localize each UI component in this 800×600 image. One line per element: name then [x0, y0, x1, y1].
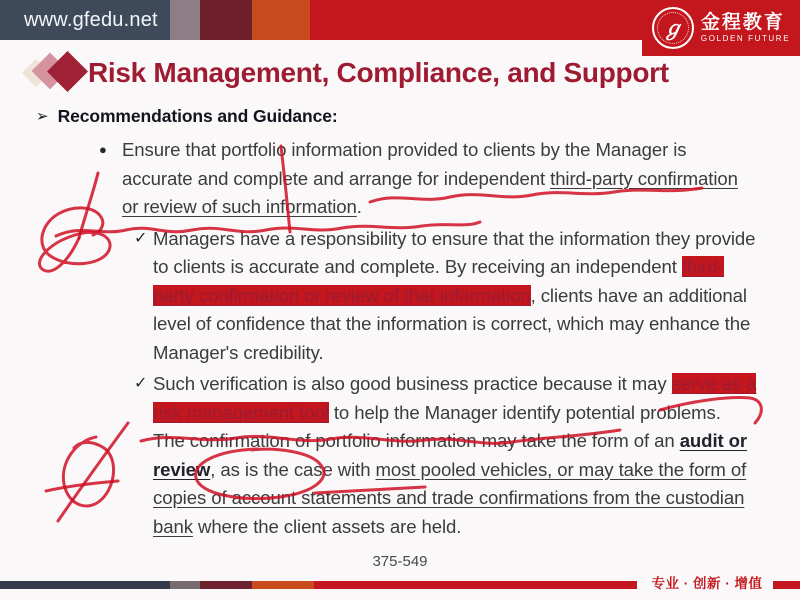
- logo-name-en: GOLDEN FUTURE: [700, 34, 791, 43]
- check-marker: ✓: [134, 375, 148, 392]
- text-segment: third-party confirmation or review of such information: [122, 167, 738, 217]
- text-segment: third-party confirmation or review of that information: [153, 256, 724, 306]
- title-row: [22, 50, 790, 96]
- text-segment: to help the Manager identify potential problems. The confirmation of portfolio information may take the form of an: [153, 401, 721, 451]
- page-number: 375-549: [372, 553, 428, 570]
- diamond-bullet-icon: [22, 51, 88, 95]
- topbar-slate-segment: [0, 0, 170, 40]
- topbar-gray-segment: [170, 0, 200, 40]
- topbar-orange-segment: [252, 0, 310, 40]
- text-segment: Such verification is also good business practice because it may: [153, 373, 672, 394]
- paragraph-text: [122, 136, 742, 222]
- paragraph: [0, 136, 800, 222]
- text-segment: audit or review: [153, 430, 748, 480]
- site-url: www.gfedu.net: [24, 8, 158, 31]
- text-segment: most pooled vehicles, or may take the form of copies of account statements and trade confirmations from the custodian bank: [153, 458, 747, 537]
- arrow-bullet-icon: ➢: [36, 108, 49, 125]
- slide-body: [0, 136, 800, 544]
- text-segment: Managers have a responsibility to ensure that the information they provide to clients is accurate and complete. By receiving an independent: [153, 227, 756, 277]
- paragraph-text: [153, 225, 757, 368]
- text-segment: .: [356, 196, 362, 217]
- logo-text: [701, 12, 790, 44]
- brand-logo: [642, 0, 800, 56]
- topbar-maroon-segment: [200, 0, 252, 40]
- text-segment: where the client assets are held.: [192, 515, 462, 537]
- footer-motto-dash: [773, 581, 800, 589]
- text-segment: , clients have an additional level of confidence that the information is correct, which may enhance the Manager's credibility.: [153, 284, 751, 363]
- footer-motto: 专业 · 创新 · 增值: [651, 576, 763, 591]
- text-segment: serve as a risk management tool: [153, 373, 757, 423]
- section-heading-label: Recommendations and Guidance:: [57, 106, 338, 126]
- check-marker: ✓: [134, 229, 148, 247]
- section-heading: [36, 106, 338, 127]
- logo-seal-icon: [652, 7, 694, 49]
- bullet-marker: ●: [99, 142, 107, 157]
- logo-seal-glyph: ℊ: [662, 16, 683, 40]
- page-title: Risk Management, Compliance, and Support: [88, 57, 669, 88]
- paragraph: [0, 225, 800, 368]
- paragraph-text: [153, 370, 757, 541]
- text-segment: , as is the case with: [210, 458, 376, 480]
- logo-name-cn: 金程教育: [700, 12, 785, 33]
- text-segment: Ensure that portfolio information provided to clients by the Manager is accurate and complete and arrange for independent: [122, 139, 687, 189]
- footer-stripe: [0, 581, 637, 589]
- paragraph: [0, 370, 800, 541]
